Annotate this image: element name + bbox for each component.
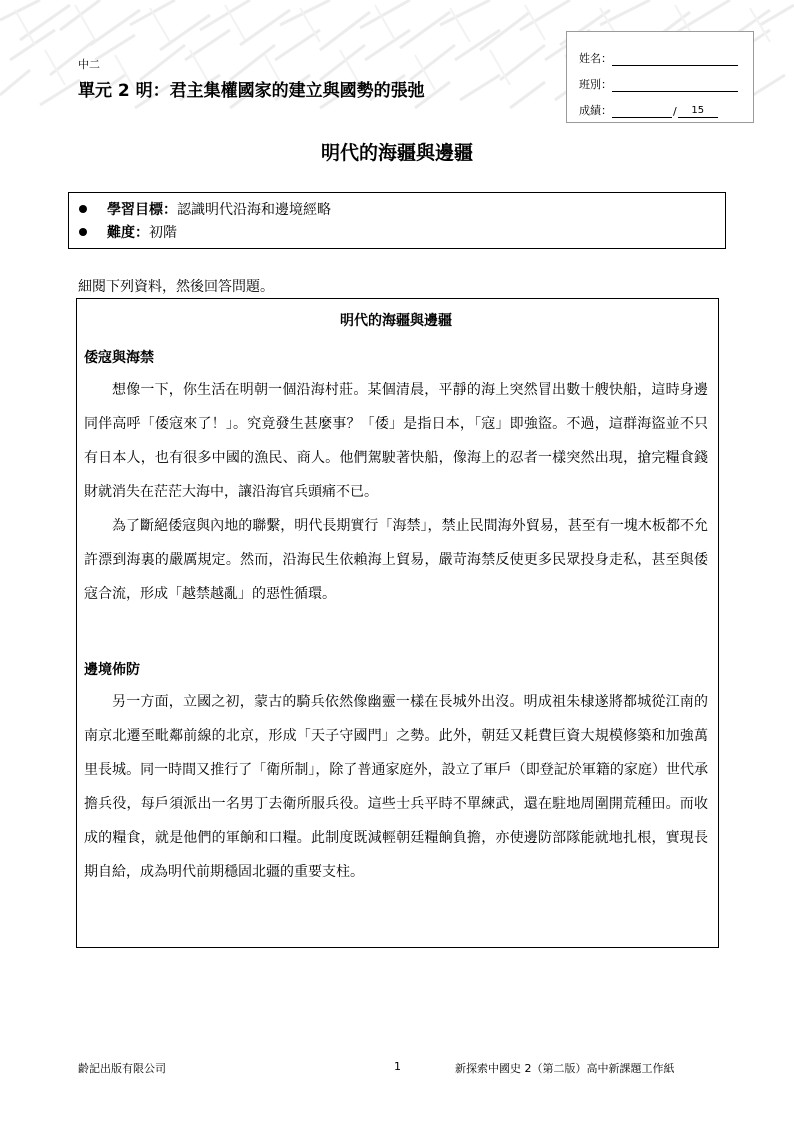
score-field[interactable] [612, 104, 672, 118]
source-title: 明代的海疆與邊疆 [340, 313, 452, 329]
page-title: 明代的海疆與邊疆 [320, 142, 473, 164]
score-label: 成績： [579, 104, 612, 117]
objective-item-goal [79, 197, 725, 220]
paragraph: 另一方面，立國之初，蒙古的騎兵依然像幽靈一樣在長城外出沒。明成祖朱棣遂將都城從江南的南京北遷至毗鄰前線的北京，形成「天子守國門」之勢。此外，朝廷又耗費巨資大規模修築和加強萬里長城。同一時間又推行了「衛所制」，除了普通家庭外，設立了軍戶（即登記於軍籍的家庭）世代承擔兵役，每戶須派出一名男丁去衛所服兵役。這些士兵平時不單練武，還在駐地周圍開荒種田。而收成的糧食，就是他們的軍餉和口糧。此制度既減輕朝廷糧餉負擔，亦使邊防部隊能就地扎根，實現長期自給，成為明代前期穩固北疆的重要支柱。 [84, 694, 708, 880]
name-row [579, 40, 743, 66]
grade-label: 中二 [78, 58, 100, 71]
score-row [579, 92, 743, 118]
difficulty-value: 初階 [149, 224, 177, 241]
section-heading-wokou: 倭寇與海禁 [84, 350, 154, 366]
objective-item-difficulty [79, 220, 725, 243]
paragraph: 為了斷絕倭寇與內地的聯繫，明代長期實行「海禁」，禁止民間海外貿易，甚至有一塊木板都不允許漂到海裏的嚴厲規定。然而，沿海民生依賴海上貿易，嚴苛海禁反使更多民眾投身走私，甚至與倭寇合流，形成「越禁越亂」的惡性循環。 [84, 518, 708, 602]
footer-series: 新探索中國史 2（第二版）高中新課題工作紙 [455, 1062, 675, 1075]
name-field[interactable] [612, 52, 738, 66]
class-label: 班別： [579, 78, 612, 91]
objectives-box [68, 192, 726, 249]
bullet-icon [79, 228, 87, 236]
objective-label: 學習目標： [107, 201, 177, 218]
score-slash: / [673, 105, 677, 118]
class-field[interactable] [612, 78, 738, 92]
footer-publisher: 齡記出版有限公司 [78, 1062, 166, 1075]
source-box [76, 298, 719, 948]
class-row [579, 66, 743, 92]
page-number: 1 [394, 1060, 401, 1073]
student-info-box [566, 31, 754, 123]
name-label: 姓名： [579, 52, 612, 65]
bullet-icon [79, 205, 87, 213]
difficulty-label: 難度： [107, 224, 149, 241]
score-total: 15 [678, 104, 718, 118]
section-heading-border-defense: 邊境佈防 [84, 662, 140, 678]
unit-title: 單元 2 明：君主集權國家的建立與國勢的張弛 [78, 81, 425, 101]
instruction-text: 細閱下列資料，然後回答問題。 [78, 279, 274, 295]
paragraph: 想像一下，你生活在明朝一個沿海村莊。某個清晨，平靜的海上突然冒出數十艘快船，這時身邊同伴高呼「倭寇來了！」。究竟發生甚麼事？「倭」是指日本，「寇」即強盜。不過，這群海盜並不只有日本人，也有很多中國的漁民、商人。他們駕駛著快船，像海上的忍者一樣突然出現，搶完糧食錢財就消失在茫茫大海中，讓沿海官兵頭痛不已。 [84, 382, 708, 500]
objective-value: 認識明代沿海和邊境經略 [177, 201, 331, 218]
